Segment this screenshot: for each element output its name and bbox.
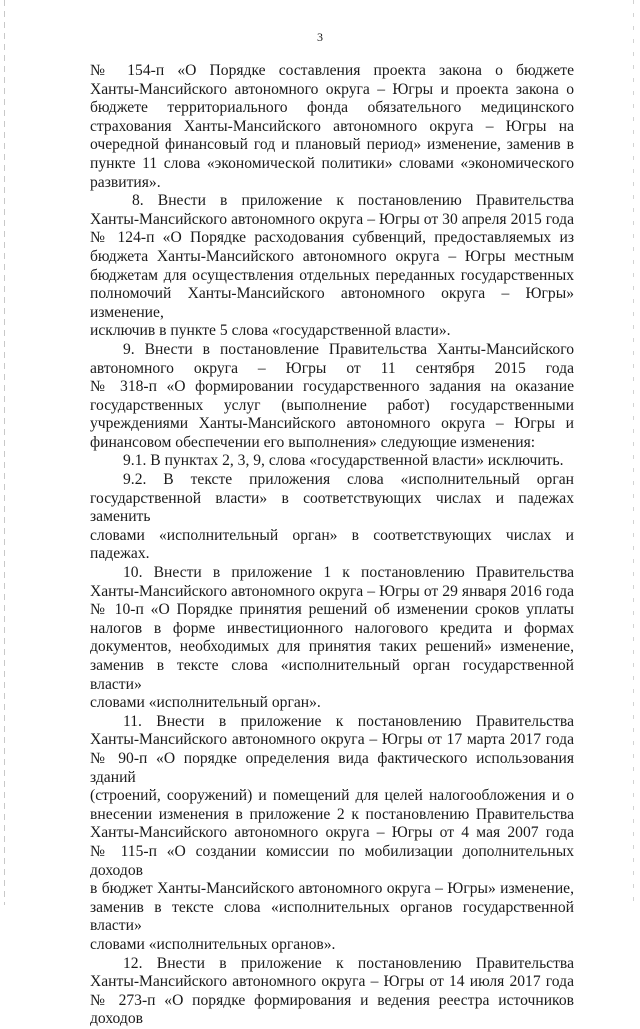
text-line: пункте 11 слова «экономической политики» словами «экономического xyxy=(90,154,574,172)
document-body xyxy=(90,62,578,1029)
scan-edge-left xyxy=(4,0,5,905)
text-line: словами «исполнительный орган». xyxy=(90,694,321,712)
text-line: 9.1. В пунктах 2, 3, 9, слова «государственной власти» исключить. xyxy=(123,452,564,470)
text-line: № 90-п «О порядке определения вида фактического использования зданий xyxy=(90,749,578,786)
text-line: государственных услуг (выполнение работ) государственными xyxy=(90,396,574,414)
text-line: № 10-п «О Порядке принятия решений об изменении сроков уплаты xyxy=(90,601,574,619)
text-line: документов, необходимых для принятия таких решений» изменение, xyxy=(90,638,574,656)
text-line: учреждениями Ханты-Мансийского автономного округа – Югры и xyxy=(90,415,574,433)
text-line: полномочий Ханты-Мансийского автономного округа – Югры» изменение, xyxy=(90,285,578,321)
text-line: № 124-п «О Порядке расходования субвенций, предоставляемых из xyxy=(90,229,574,247)
text-line: Ханты-Мансийского автономного округа – Югры от 30 апреля 2015 года xyxy=(90,210,574,228)
text-line: развития». xyxy=(90,173,161,191)
scan-edge-right xyxy=(633,0,634,905)
text-line: в бюджет Ханты-Мансийского автономного округа – Югры» изменение, xyxy=(90,880,574,898)
text-line: № 318-п «О формировании государственного задания на оказание xyxy=(90,378,574,396)
text-line: 9.2. В тексте приложения слова «исполнительный орган xyxy=(123,471,574,489)
text-line: заменив в тексте слова «исполнительных органов государственной власти» xyxy=(90,898,578,935)
text-line: налогов в форме инвестиционного налогового кредита и формах xyxy=(90,619,574,637)
text-line: словами «исполнительный орган» в соответствующих числах и падежах. xyxy=(90,526,578,563)
text-line: заменив в тексте слова «исполнительный орган государственной власти» xyxy=(90,657,578,693)
text-line: Ханты-Мансийского автономного округа – Югры от 17 марта 2017 года xyxy=(90,731,574,749)
page-number: 3 xyxy=(317,30,323,44)
text-line: словами «исполнительных органов». xyxy=(90,935,336,953)
text-line: бюджете территориального фонда обязательного медицинского xyxy=(90,99,574,117)
text-line: очередной финансовый год и плановый период» изменение, заменив в xyxy=(90,136,574,154)
text-line: бюджета Ханты-Мансийского автономного округа – Югры местным xyxy=(90,247,574,265)
text-line: Ханты-Мансийского автономного округа – Югры и проекта закона о xyxy=(90,80,574,98)
text-line: 9. Внести в постановление Правительства Ханты-Мансийского xyxy=(123,340,574,358)
text-line: 11. Внести в приложение к постановлению Правительства xyxy=(123,712,574,730)
text-line: автономного округа – Югры от 11 сентября 2015 года xyxy=(90,359,574,377)
text-line: № 115-п «О создании комиссии по мобилизации дополнительных доходов xyxy=(90,842,578,879)
text-line: Ханты-Мансийского автономного округа – Югры от 29 января 2016 года xyxy=(90,582,574,600)
text-line: государственной власти» в соответствующих числах и падежах заменить xyxy=(90,489,578,526)
text-line: страхования Ханты-Мансийского автономного округа – Югры на xyxy=(90,117,574,135)
text-line: бюджетам для осуществления отдельных переданных государственных xyxy=(90,266,574,284)
text-line: финансовом обеспечении его выполнения» следующие изменения: xyxy=(90,433,536,451)
text-line: внесении изменения в приложение 2 к постановлению Правительства xyxy=(90,805,574,823)
text-line: № 154-п «О Порядке составления проекта закона о бюджете xyxy=(90,62,574,79)
text-line: исключив в пункте 5 слова «государственной власти». xyxy=(90,322,451,340)
text-line: № 273-п «О порядке формирования и ведения реестра источников доходов xyxy=(90,991,578,1028)
text-line: 8. Внести в приложение к постановлению Правительства xyxy=(132,192,574,210)
text-line: (строений, сооружений) и помещений для целей налогообложения и о xyxy=(90,787,574,805)
text-line: 10. Внести в приложение 1 к постановлению Правительства xyxy=(123,564,574,582)
text-line: 12. Внести в приложение к постановлению Правительства xyxy=(123,954,574,972)
text-line: Ханты-Мансийского автономного округа – Югры от 4 мая 2007 года xyxy=(90,824,574,842)
text-line: Ханты-Мансийского автономного округа – Югры от 14 июля 2017 года xyxy=(90,973,574,991)
